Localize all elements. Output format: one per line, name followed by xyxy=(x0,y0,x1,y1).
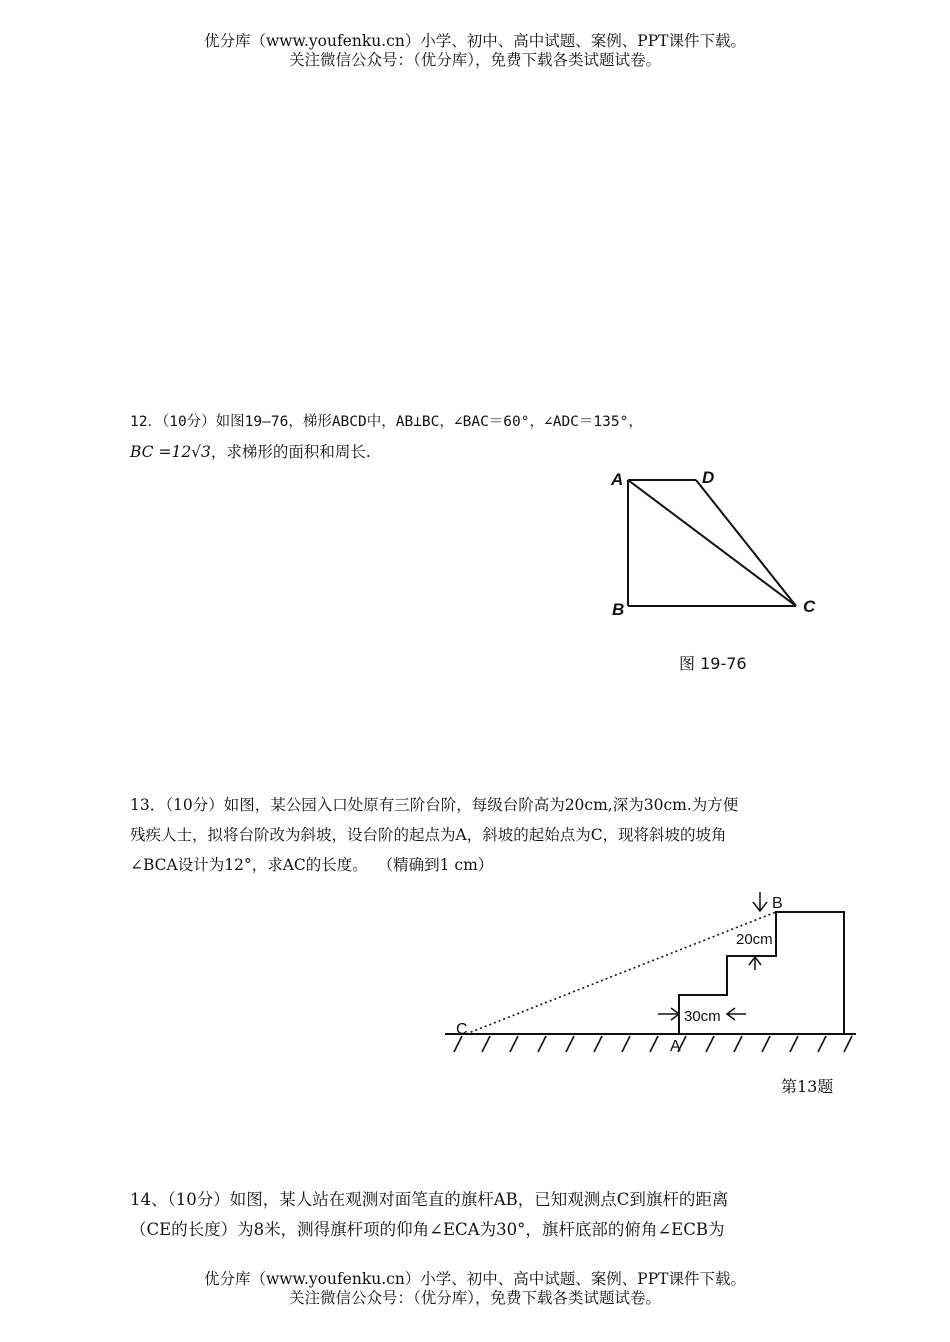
label-20cm: 20cm xyxy=(736,931,773,948)
label-b: B xyxy=(772,895,783,912)
footer-line-1: 优分库（www.youfenku.cn）小学、初中、高中试题、案例、PPT课件下载。 xyxy=(203,1270,747,1288)
footer-line-2: 关注微信公众号：（优分库），免费下载各类试题试卷。 xyxy=(288,1289,661,1307)
arrow-down-icon xyxy=(753,892,767,911)
page-footer xyxy=(0,1270,950,1308)
q13-line-3: ∠BCA设计为12°，求AC的长度。 （精确到1 cm） xyxy=(130,856,494,874)
question-13 xyxy=(130,790,872,880)
header-line-2: 关注微信公众号：（优分库），免费下载各类试题试卷。 xyxy=(288,51,661,69)
question-14 xyxy=(130,1185,872,1245)
label-c: C xyxy=(456,1021,468,1038)
q13-figure-caption: 第13题 xyxy=(781,1077,834,1096)
q12-figure-caption: 图 19-76 xyxy=(679,654,747,673)
q12-line-1: 12．（10分）如图19—76，梯形ABCD中，AB⊥BC，∠BAC＝60°，∠ADC＝135°， xyxy=(130,414,643,430)
q12-line-2: ，求梯形的面积和周长. xyxy=(210,443,371,461)
q14-line-1: 14、（10分）如图，某人站在观测对面笔直的旗杆AB，已知观测点C到旗杆的距离 xyxy=(130,1190,729,1209)
arrow-up-icon xyxy=(749,957,761,970)
label-a: A xyxy=(670,1038,681,1055)
label-a: A xyxy=(611,470,624,489)
q12-math-bc: BC =12√3 xyxy=(130,443,211,461)
q13-line-2: 残疾人士，拟将台阶改为斜坡，设台阶的起点为A，斜坡的起始点为C，现将斜坡的坡角 xyxy=(130,826,727,844)
header-line-1: 优分库（www.youfenku.cn）小学、初中、高中试题、案例、PPT课件下载。 xyxy=(203,32,747,50)
label-b: B xyxy=(612,600,625,619)
label-30cm: 30cm xyxy=(684,1008,721,1025)
q14-line-2: （CE的长度）为8米，测得旗杆项的仰角∠ECA为30°，旗杆底部的俯角∠ECB为 xyxy=(130,1220,725,1239)
ground-hatching xyxy=(454,1036,852,1052)
q12-trapezoid-figure xyxy=(600,460,840,630)
question-12 xyxy=(130,407,872,467)
page-header xyxy=(0,32,950,70)
label-d: D xyxy=(702,468,715,487)
q13-line-1: 13．（10分）如图，某公园入口处原有三阶台阶，每级台阶高为20cm,深为30cm.为方便 xyxy=(130,796,739,814)
q13-steps-figure xyxy=(440,888,870,1068)
label-c: C xyxy=(803,597,816,616)
